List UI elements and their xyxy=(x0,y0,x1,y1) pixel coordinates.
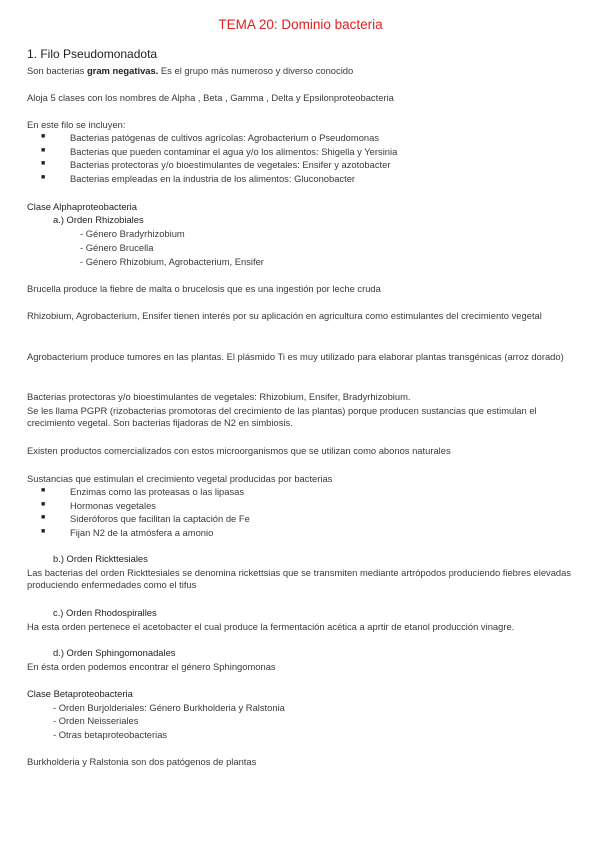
bullet-icon: ■ xyxy=(41,501,46,508)
list-item: Bacterias empleadas en la industria de los alimentos: Gluconobacter xyxy=(70,173,356,184)
section-heading-pseudomonadota: 1. Filo Pseudomonadota xyxy=(27,47,158,61)
classes-paragraph: Aloja 5 clases con los nombres de Alpha , Beta , Gamma , Delta y Epsilonproteobacteria xyxy=(27,92,394,103)
list-item: Hormonas vegetales xyxy=(70,500,156,511)
agrobacterium-paragraph: Agrobacterium produce tumores en las plantas. El plásmido Ti es muy utilizado para elaborar plantas transgénicas (arroz dorado) xyxy=(27,351,564,362)
bullet-icon: ■ xyxy=(41,174,46,181)
order-sphingomonadales-heading: d.) Orden Sphingomonadales xyxy=(53,647,176,658)
genus-item: - Género Brucella xyxy=(80,242,154,253)
rhodospiralles-paragraph: Ha esta orden pertenece el acetobacter el cual produce la fermentación acética a aprtir de etanol producción vinagre. xyxy=(27,621,515,632)
intro-suffix: Es el grupo más numeroso y diverso conocido xyxy=(158,65,354,76)
bullet-icon: ■ xyxy=(41,147,46,154)
includes-label: En este filo se incluyen: xyxy=(27,119,126,130)
order-rhodospiralles-heading: c.) Orden Rhodospiralles xyxy=(53,607,157,618)
productos-paragraph: Existen productos comercializados con estos microorganismos que se utilizan como abonos naturales xyxy=(27,445,451,456)
sustancias-label: Sustancias que estimulan el crecimiento vegetal producidas por bacterias xyxy=(27,473,333,484)
sphingomonadales-paragraph: En ésta orden podemos encontrar el género Sphingomonas xyxy=(27,661,276,672)
bullet-icon: ■ xyxy=(41,514,46,521)
intro-paragraph xyxy=(27,65,353,77)
genus-item: - Género Rhizobium, Agrobacterium, Ensifer xyxy=(80,256,264,267)
beta-order-item: - Orden Burjolderiales: Género Burkholderia y Ralstonia xyxy=(53,702,285,713)
pgpr-paragraph: Se les llama PGPR (rizobacterias promotoras del crecimiento de las plantas) porque producen sustancias que estimulan el crecimiento vegetal. Son bacterias fijadoras de N2 en simbiosis. xyxy=(27,405,537,428)
brucella-paragraph: Brucella produce la fiebre de malta o brucelosis que es una ingestión por leche cruda xyxy=(27,283,381,294)
page-title: TEMA 20: Dominio bacteria xyxy=(218,17,383,32)
bullet-icon: ■ xyxy=(41,133,46,140)
order-rhizobiales-heading: a.) Orden Rhizobiales xyxy=(53,214,144,225)
list-item: Bacterias protectoras y/o bioestimulantes de vegetales: Ensifer y azotobacter xyxy=(70,159,391,170)
protectoras-paragraph: Bacterias protectoras y/o bioestimulantes de vegetales: Rhizobium, Ensifer, Bradyrhizobium. xyxy=(27,391,411,402)
list-item: Fijan N2 de la atmósfera a amonio xyxy=(70,527,214,538)
rickttesiales-paragraph: Las bacterias del orden Rickttesiales se denomina rickettsias que se transmiten mediante artrópodos produciendo fiebres elevadas produciendo enfermedades como el tifus xyxy=(27,567,572,590)
closing-paragraph: Burkholderia y Ralstonia son dos patógenos de plantas xyxy=(27,756,257,767)
alpha-heading: Clase Alphaproteobacteria xyxy=(27,201,137,212)
list-item: Bacterias patógenas de cultivos agrícolas: Agrobacterium o Pseudomonas xyxy=(70,132,380,143)
genus-item: - Género Bradyrhizobium xyxy=(80,228,185,239)
intro-bold: gram negativas. xyxy=(86,65,159,76)
list-item: Enzimas como las proteasas o las lipasas xyxy=(70,486,245,497)
list-item: Sideróforos que facilitan la captación de Fe xyxy=(70,513,250,524)
bullet-icon: ■ xyxy=(41,528,46,535)
beta-order-item: - Otras betaproteobacterias xyxy=(53,729,168,740)
rhizobium-paragraph: Rhizobium, Agrobacterium, Ensifer tienen interés por su aplicación en agricultura como estimulantes del crecimiento vegetal xyxy=(27,310,542,321)
list-item: Bacterias que pueden contaminar el agua y/o los alimentos: Shigella y Yersinia xyxy=(70,146,398,157)
intro-prefix: Son bacterias xyxy=(27,65,87,76)
bullet-icon: ■ xyxy=(41,160,46,167)
order-rickttesiales-heading: b.) Orden Rickttesiales xyxy=(53,553,148,564)
beta-heading: Clase Betaproteobacteria xyxy=(27,688,133,699)
bullet-icon: ■ xyxy=(41,487,46,494)
beta-order-item: - Orden Neisseriales xyxy=(53,715,139,726)
